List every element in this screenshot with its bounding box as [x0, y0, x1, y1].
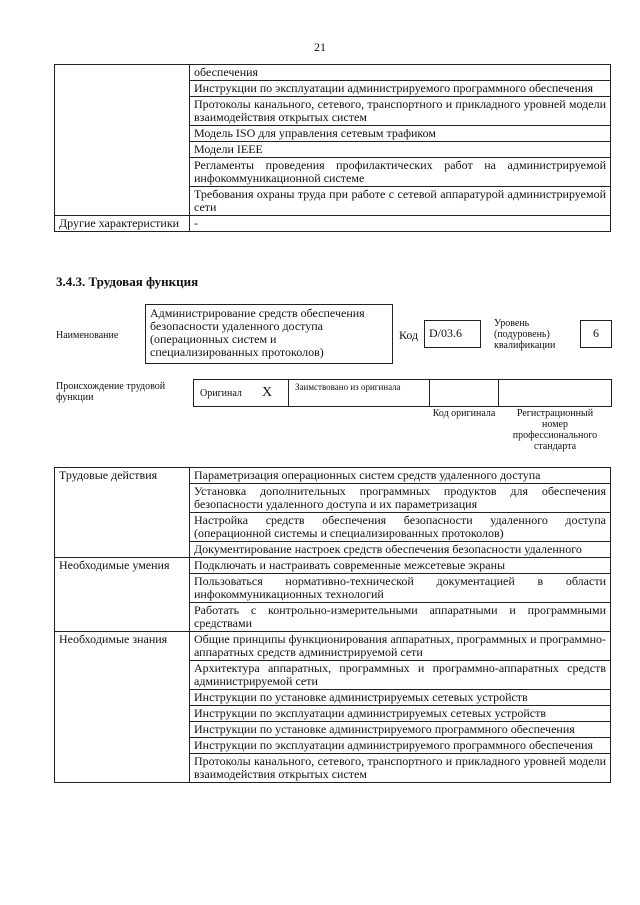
table-row	[55, 468, 611, 484]
section-title: 3.4.3. Трудовая функция	[56, 274, 199, 289]
item-text: Инструкции по установке администрируемого программного обеспечения	[190, 722, 611, 738]
reg-number-box	[498, 379, 612, 407]
continuation-table	[54, 64, 611, 232]
borrowed-cell: Заимствовано из оригинала	[288, 379, 430, 407]
item-text: Архитектура аппаратных, программных и программно-аппаратных средств администрируемой сети	[190, 661, 611, 690]
function-details-table	[54, 467, 611, 783]
row-text: Модель ISO для управления сетевым трафиком	[190, 126, 611, 142]
page-number: 21	[314, 40, 326, 54]
table-row	[55, 558, 611, 574]
row-text: Модели IEEE	[190, 142, 611, 158]
row-text: Регламенты проведения профилактических работ на администрируемой инфокоммуникационной системе	[190, 158, 611, 187]
code-original-box	[429, 379, 499, 407]
item-text: Общие принципы функционирования аппаратных, программных и программно-аппаратных средств администрируемой сети	[190, 632, 611, 661]
item-text: Пользоваться нормативно-технической документацией в области инфокоммуникационных технологий	[190, 574, 611, 603]
group-label: Необходимые умения	[55, 558, 190, 632]
row-text: Протоколы канального, сетевого, транспортного и прикладного уровней модели взаимодействия открытых систем	[190, 97, 611, 126]
function-name: Администрирование средств обеспечения безопасности удаленного доступа (операционных систем и специализированных протоколов)	[145, 304, 393, 364]
level-label: Уровень (подуровень) квалификации	[494, 318, 556, 351]
reg-number-label: Регистрационный номер профессионального стандарта	[512, 408, 598, 452]
item-text: Инструкции по установке администрируемых сетевых устройств	[190, 690, 611, 706]
original-mark: X	[262, 385, 273, 400]
table-row	[55, 216, 611, 232]
group-label: Трудовые действия	[55, 468, 190, 558]
table-row	[55, 65, 611, 81]
row-text: -	[190, 216, 611, 232]
code-label: Код	[399, 328, 419, 342]
group-label: Необходимые знания	[55, 632, 190, 783]
original-label: Оригинал	[200, 388, 242, 399]
code-original-label: Код оригинала	[432, 408, 496, 419]
row-label: Другие характеристики	[55, 216, 190, 232]
origin-label: Происхождение трудовой функции	[56, 381, 166, 403]
table-row	[55, 632, 611, 661]
item-text: Параметризация операционных систем средств удаленного доступа	[190, 468, 611, 484]
item-text: Документирование настроек средств обеспечения безопасности удаленного	[190, 542, 611, 558]
function-code: D/03.6	[424, 320, 481, 348]
item-text: Подключать и настраивать современные межсетевые экраны	[190, 558, 611, 574]
row-text: Требования охраны труда при работе с сетевой аппаратурой администрируемой сети	[190, 187, 611, 216]
item-text: Работать с контрольно-измерительными аппаратными и программными средствами	[190, 603, 611, 632]
row-label	[55, 65, 190, 216]
row-text: Инструкции по эксплуатации администрируемого программного обеспечения	[190, 81, 611, 97]
item-text: Инструкции по эксплуатации администрируемых сетевых устройств	[190, 706, 611, 722]
level-value: 6	[580, 320, 612, 348]
item-text: Инструкции по эксплуатации администрируемого программного обеспечения	[190, 738, 611, 754]
item-text: Настройка средств обеспечения безопасности удаленного доступа (операционной системы и специализированных протоколов)	[190, 513, 611, 542]
item-text: Установка дополнительных программных продуктов для обеспечения безопасности удаленного доступа и их параметризация	[190, 484, 611, 513]
row-text: обеспечения	[190, 65, 611, 81]
item-text: Протоколы канального, сетевого, транспортного и прикладного уровней модели взаимодействия открытых систем	[190, 754, 611, 783]
name-label: Наименование	[56, 330, 119, 341]
original-cell	[193, 379, 289, 407]
